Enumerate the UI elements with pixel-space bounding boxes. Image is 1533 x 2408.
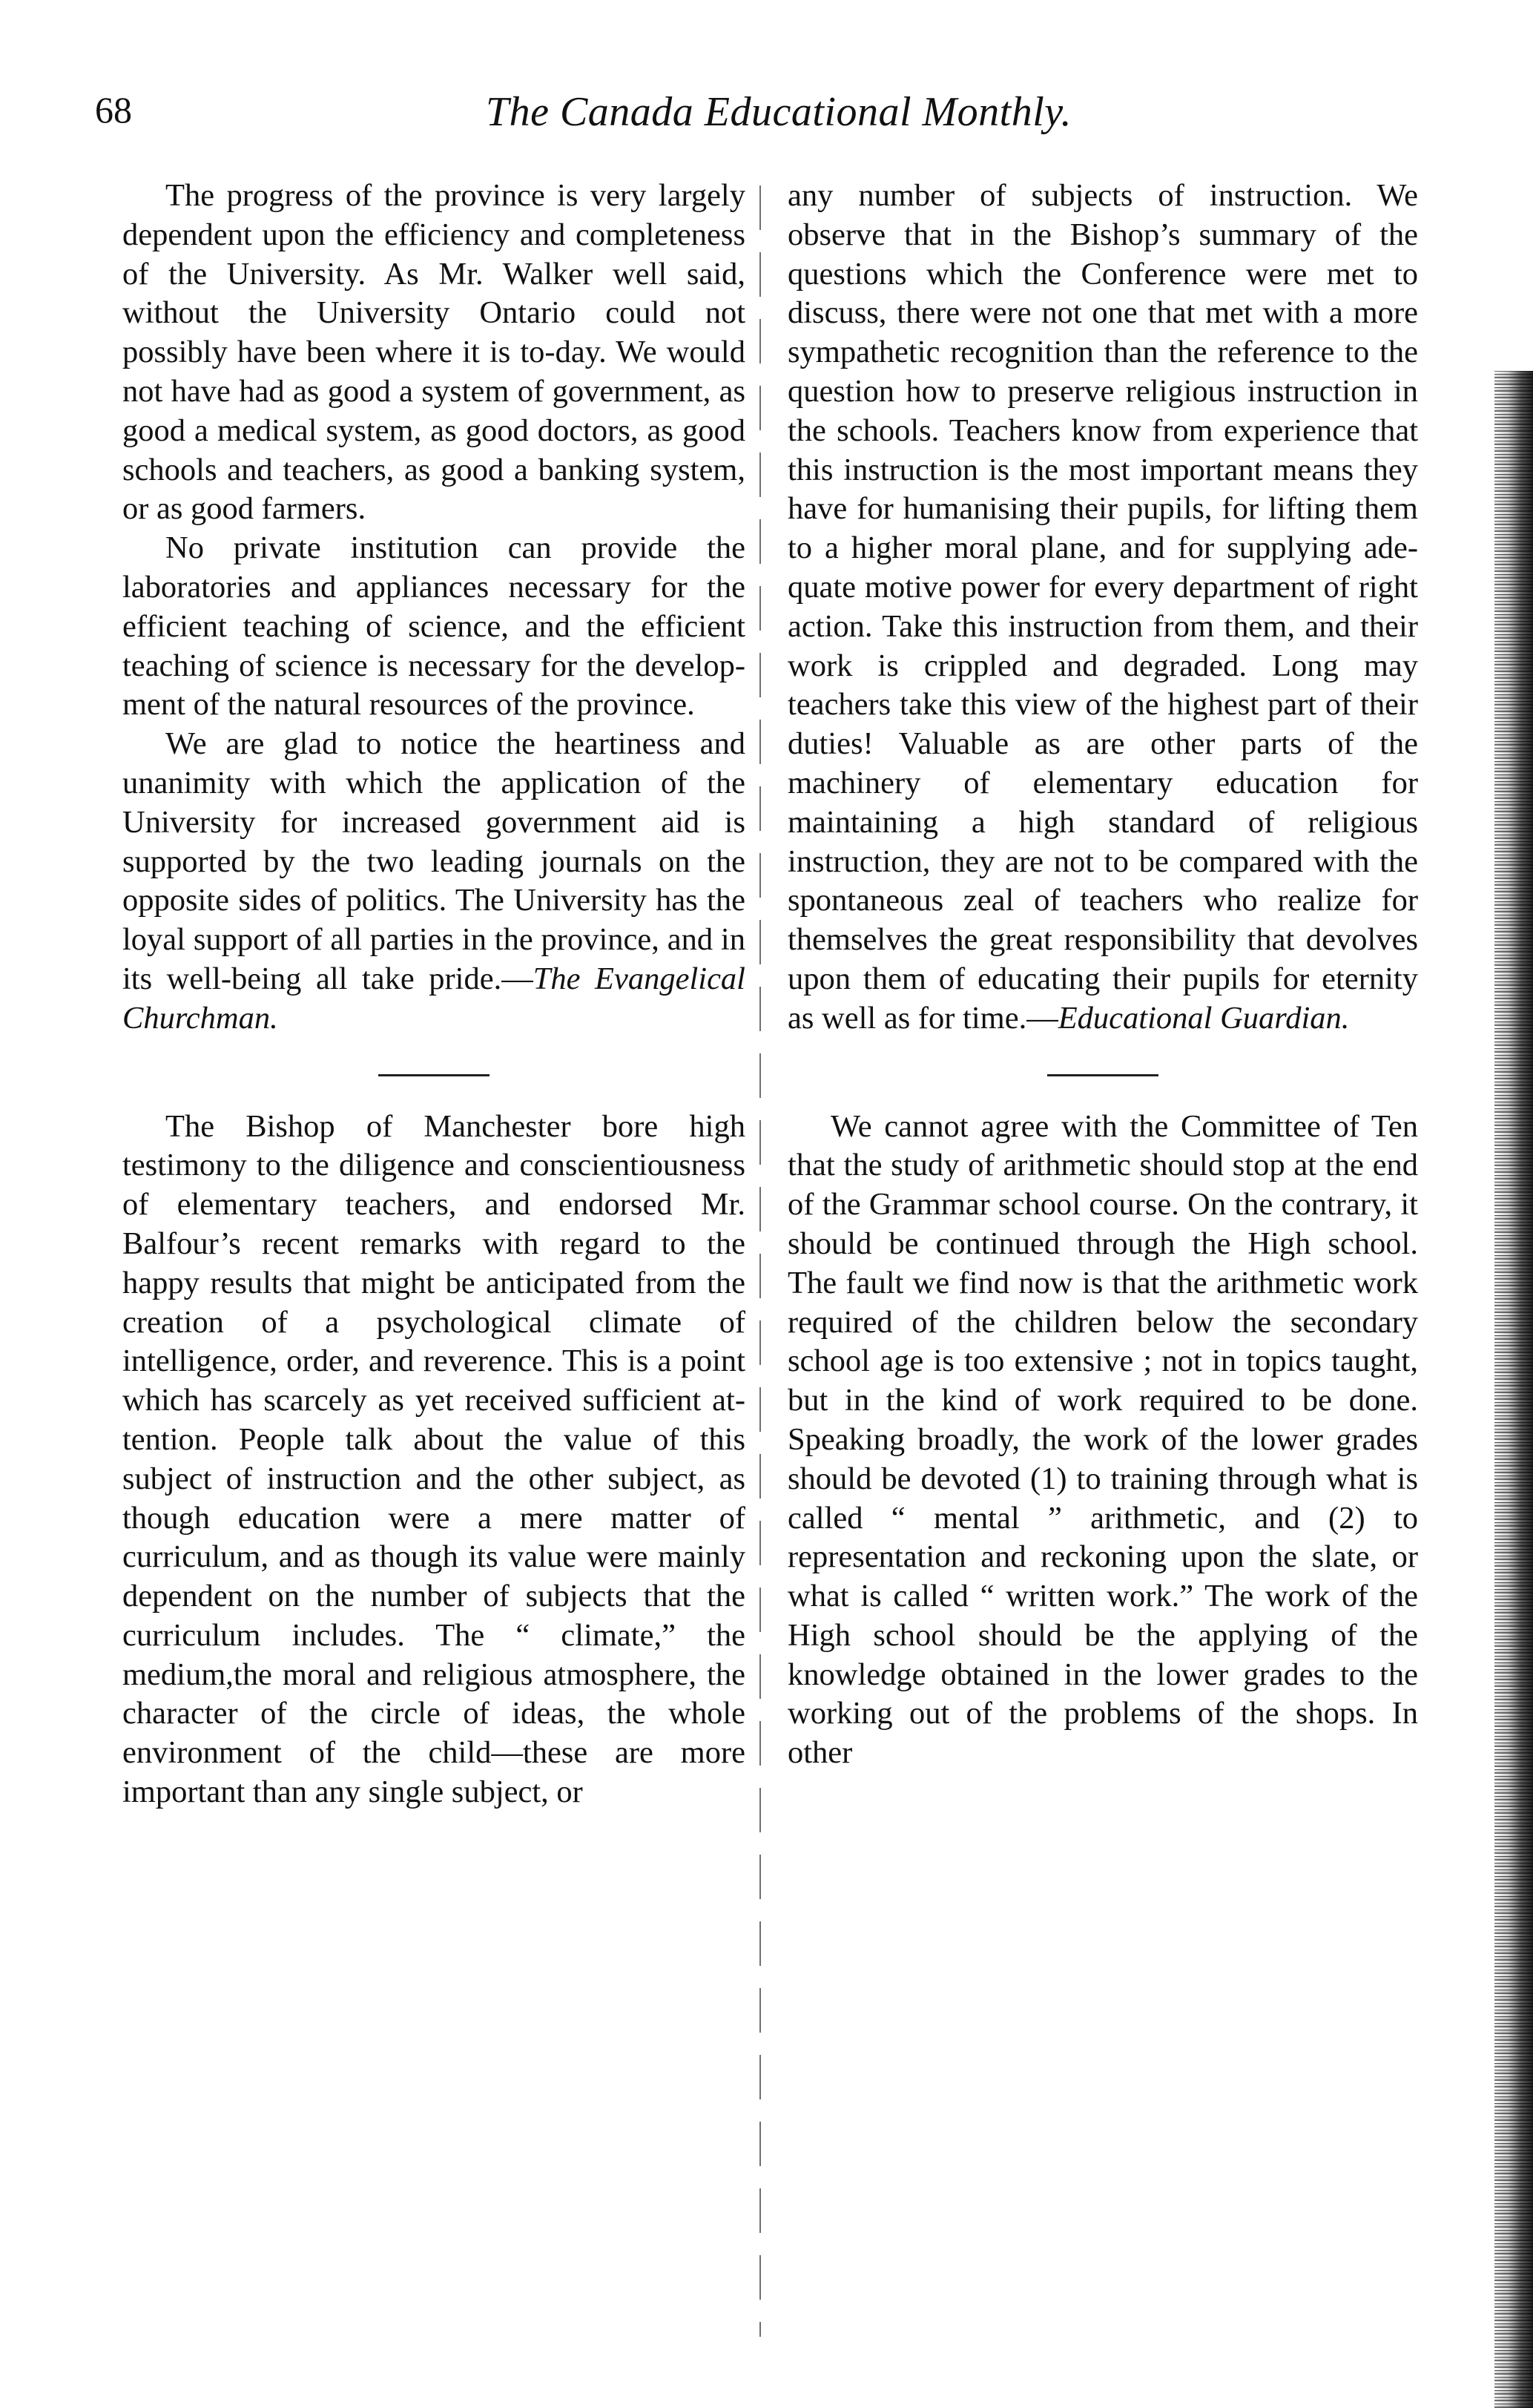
- section-divider: [378, 1074, 489, 1076]
- paragraph-private-institutions: No private institution can provide the laboratories and appliances necessary for the efficient teaching of science, and the efficient teaching of science is necessary for the development of the natural resources of the province.: [122, 530, 745, 723]
- paragraph-government-aid-text: We are glad to notice the heartiness and unanimity with which the application of the University for increased government aid is supported by the two leading journals on the opposite sides of politics. The University has the loyal support of all parties in the province, and in its well-being all take pride.—: [122, 726, 745, 996]
- page-number: 68: [95, 89, 132, 131]
- paragraph-government-aid: [122, 725, 745, 1038]
- paragraph-religious-instruction: [788, 177, 1418, 1039]
- paragraph-arithmetic-study: We cannot agree with the Committee of Ten that the study of arithmetic should stop at the end of the Grammar school course. On the contrary, it should be continued through the High school. The fault we find now is that the arithmetic work required of the children below the secondary school age is too extensive ; not in topics taught, but in the kind of work required to be done. Speaking broadly, the work of the lower grades should be devoted (1) to training through what is called “ mental ” arithmetic, and (2) to representation and reckoning upon the slate, or what is called “ written work.” The work of the High school should be the applying of the knowledge obtained in the lower grades to the working out of the problems of the shops. In other: [788, 1108, 1418, 1771]
- right-column: [788, 177, 1418, 1773]
- paragraph-university-progress: The progress of the province is very largely dependent upon the efficiency and completeness of the University. As Mr. Walker well said, without the University Ontario could not possibly have been where it is to-day. We would not have had as good a system of government, as good a medical system, as good doctors, as good schools and teachers, as good a banking system, or as good farmers.: [122, 178, 745, 527]
- running-title: The Canada Educational Monthly.: [485, 89, 1072, 135]
- source-evangelical-churchman: The Evangelical Churchman.: [122, 961, 745, 1036]
- column-rule: [759, 185, 761, 2337]
- paragraph-bishop-of-manchester: The Bishop of Manchester bore high testimony to the diligence and conscientiousness of elementary teachers, and endorsed Mr. Balfour’s recent remarks with regard to the happy results that might be anticipated from the creation of a psychological climate of intelligence, order, and reverence. This is a point which has scarcely as yet received sufficient attention. People talk about the value of this subject of instruction and the other subject, as though education were a mere matter of curriculum, and as though its value were mainly dependent on the number of subjects that the curriculum includes. The “ climate,” the medium,the moral and religious atmosphere, the character of the circle of ideas, the whole environment of the child—these are more important than any single subject, or: [122, 1108, 745, 1810]
- page-edge-scan-artifact: [1494, 371, 1533, 2408]
- paragraph-religious-instruction-text: any number of subjects of instruction. We observe that in the Bishop’s summary of the questions which the Conference were met to discuss, there were not one that met with a more sympathetic recognition than the reference to the question how to preserve religious instruction in the schools. Teachers know from experience that this instruction is the most important means they have for humanising their pupils, for lifting them to a higher moral plane, and for supplying adequate motive power for every department of right action. Take this instruction from them, and their work is crippled and degraded. Long may teachers take this view of the highest part of their duties! Valuable as are other parts of the machinery of elementary education for maintaining a high standard of religious instruction, they are not to be compared with the spontaneous zeal of teachers who realize for themselves the great responsibility that devolves upon them of educating their pupils for eternity as well as for time.—: [788, 178, 1418, 1036]
- source-educational-guardian: Educational Guardian.: [1058, 1000, 1350, 1036]
- left-column: [122, 177, 745, 1812]
- section-divider: [1047, 1074, 1158, 1076]
